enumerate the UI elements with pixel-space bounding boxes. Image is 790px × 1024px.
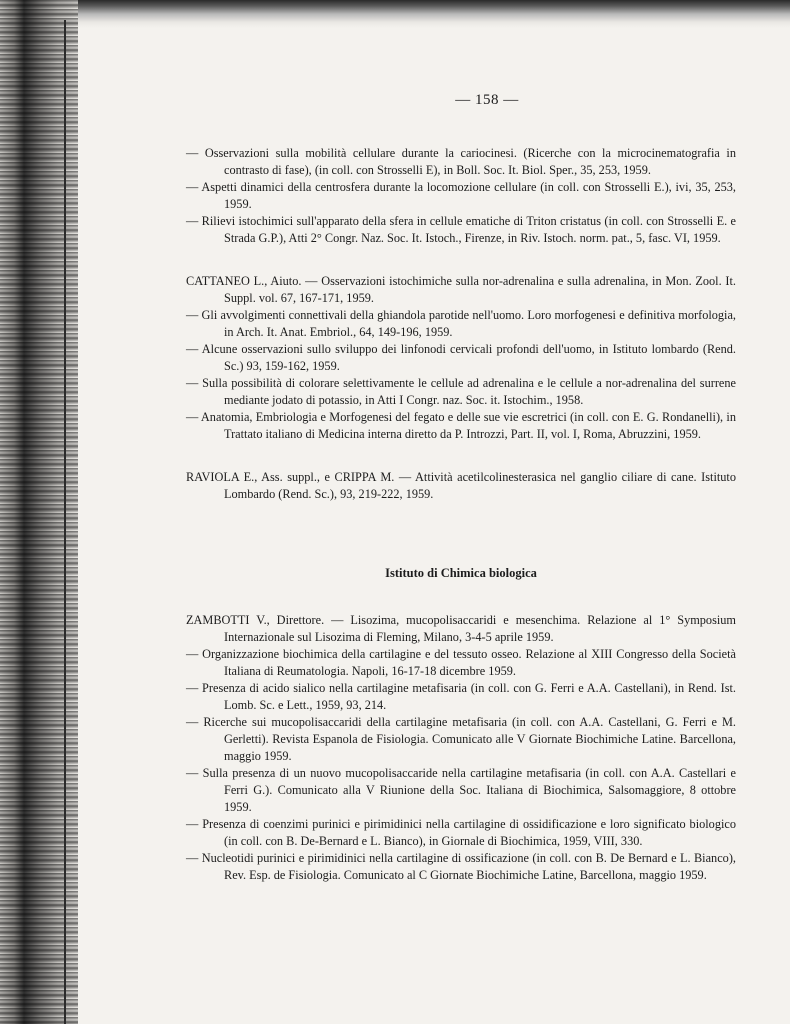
publication-block-cattaneo bbox=[186, 273, 736, 443]
page-number: — 158 — bbox=[455, 92, 519, 108]
publication-entry: — Sulla presenza di un nuovo mucopolisaccaride nella cartilagine metafisaria (in coll. con A.A. Castellari e Ferri G.). Comunicato alla V Riunione della Soc. Italiana di Biochimica, Salsomaggiore, 8 ottobre 1959. bbox=[186, 766, 736, 814]
publication-entry: — Nucleotidi purinici e pirimidinici nella cartilagine di ossificazione (in coll. con B. De Bernard e L. Bianco), Rev. Esp. de Fisiologia. Comunicato al C Giornate Biochimiche Latine, Barcellona, maggio 1959. bbox=[186, 851, 736, 882]
publication-entry: — Presenza di coenzimi purinici e pirimidinici nella cartilagine di ossidificazione e loro significato biologico (in coll. con B. De-Bernard e L. Bianco), in Giornale di Biochimica, 1959, VIII, 330. bbox=[186, 817, 736, 848]
document-page bbox=[186, 92, 736, 884]
spacer bbox=[186, 503, 736, 565]
scan-binding-line bbox=[64, 20, 66, 1024]
publication-block-1 bbox=[186, 145, 736, 247]
publication-entry: — Anatomia, Embriologia e Morfogenesi del fegato e delle sue vie escretrici (in coll. con E. G. Rondanelli), in Trattato italiano di Medicina interna diretto da P. Introzzi, Part. II, vol. I, Roma, Abruzzini, 1959. bbox=[186, 410, 736, 441]
publication-entry: — Organizzazione biochimica della cartilagine e del tessuto osseo. Relazione al XIII Congresso della Società Italiana di Reumatologia. Napoli, 16-17-18 dicembre 1959. bbox=[186, 647, 736, 678]
author-entry: CATTANEO L., Aiuto. — Osservazioni istochimiche sulla nor-adrenalina e sulla adrenalina, in Mon. Zool. It. Suppl. vol. 67, 167-171, 1959. bbox=[186, 274, 736, 305]
scan-edge-left bbox=[0, 0, 78, 1024]
publication-entry: — Osservazioni sulla mobilità cellulare durante la cariocinesi. (Ricerche con la microcinematografia in contrasto di fase), (in coll. con Strosselli E), in Boll. Soc. It. Biol. Sper., 35, 253, 1959. bbox=[186, 146, 736, 177]
publication-entry: — Sulla possibilità di colorare selettivamente le cellule ad adrenalina e le cellule a nor-adrenalina del surrene mediante jodato di potassio, in Atti I Congr. naz. Soc. it. Istochim., 1958. bbox=[186, 376, 736, 407]
publication-entry: — Aspetti dinamici della centrosfera durante la locomozione cellulare (in coll. con Strosselli E.), ivi, 35, 253, 1959. bbox=[186, 180, 736, 211]
publication-entry: — Presenza di acido sialico nella cartilagine metafisaria (in coll. con G. Ferri e A.A. Castellani), in Rend. Ist. Lomb. Sc. e Lett., 1959, 93, 214. bbox=[186, 681, 736, 712]
author-entry: RAVIOLA E., Ass. suppl., e CRIPPA M. — Attività acetilcolinesterasica nel ganglio ciliare di cane. Istituto Lombardo (Rend. Sc.), 93, 219-222, 1959. bbox=[186, 470, 736, 501]
publication-entry: — Rilievi istochimici sull'apparato della sfera in cellule ematiche di Triton cristatus (in coll. con Strosselli E. e Strada G.P.), Atti 2° Congr. Naz. Soc. It. Istoch., Firenze, in Riv. Istoch. norm. pat., 5, fasc. VI, 1959. bbox=[186, 214, 736, 245]
author-entry: ZAMBOTTI V., Direttore. — Lisozima, mucopolisaccaridi e mesenchima. Relazione al 1° Symposium Internazionale sul Lisozima di Fleming, Milano, 3-4-5 aprile 1959. bbox=[186, 613, 736, 644]
section-title: Istituto di Chimica biologica bbox=[385, 566, 537, 580]
publication-block-zambotti bbox=[186, 612, 736, 884]
publication-entry: — Gli avvolgimenti connettivali della ghiandola parotide nell'uomo. Loro morfogenesi e definitiva morfologia, in Arch. It. Anat. Embriol., 64, 149-196, 1959. bbox=[186, 308, 736, 339]
publication-block-raviola bbox=[186, 469, 736, 503]
publication-entry: — Ricerche sui mucopolisaccaridi della cartilagine metafisaria (in coll. con A.A. Castellani, G. Ferri e M. Gerletti). Revista Espanola de Fisiologia. Comunicato alle V Giornate Biochimiche Latine. Barcellona, maggio 1959. bbox=[186, 715, 736, 763]
spacer bbox=[186, 247, 736, 273]
publication-entry: — Alcune osservazioni sullo sviluppo dei linfonodi cervicali profondi dell'uomo, in Istituto lombardo (Rend. Sc.) 93, 159-162, 1959. bbox=[186, 342, 736, 373]
scan-edge-top bbox=[0, 0, 790, 28]
spacer bbox=[186, 443, 736, 469]
